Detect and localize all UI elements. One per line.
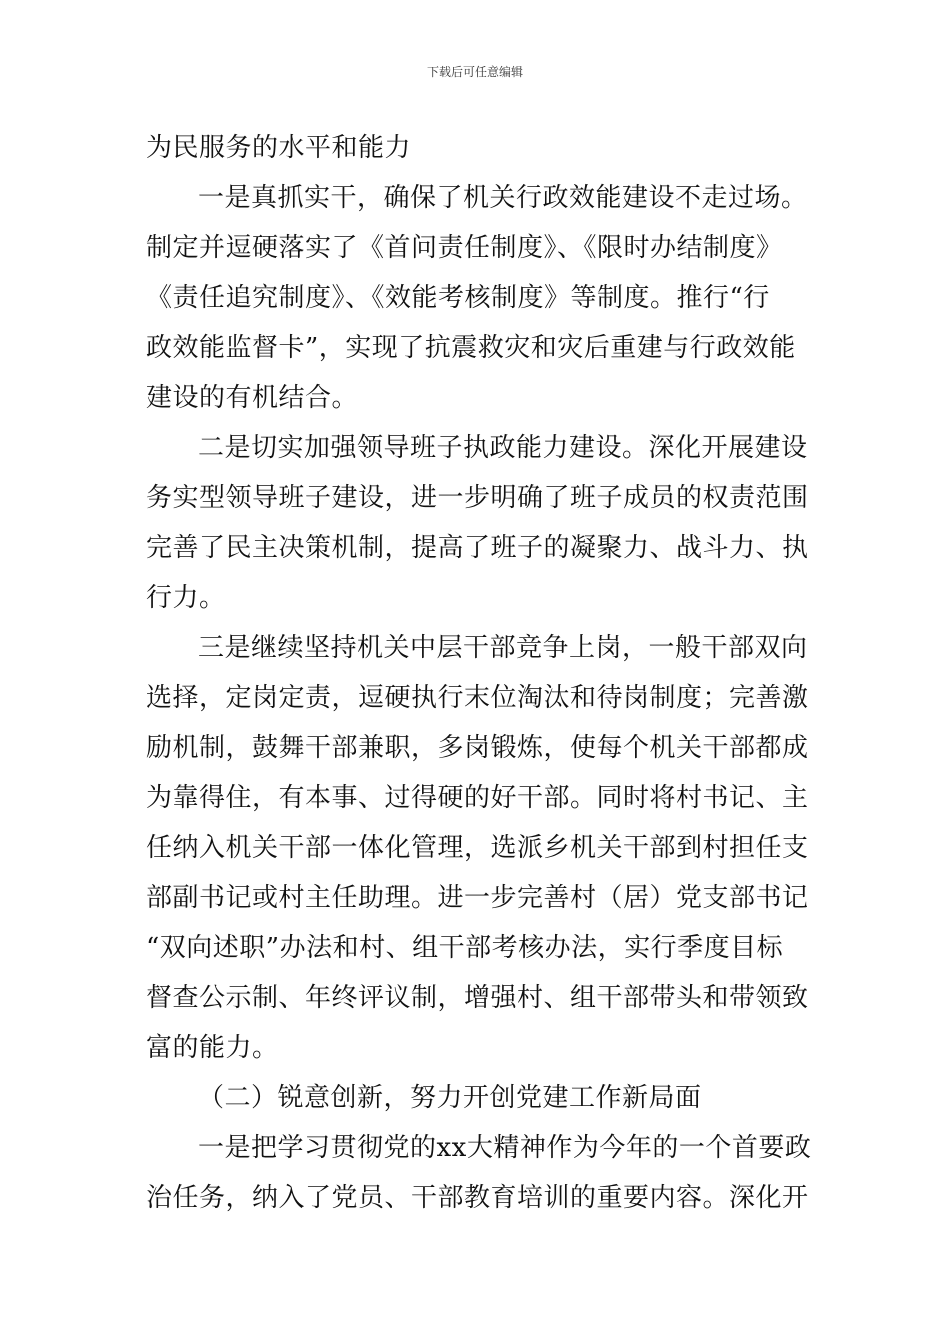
- text-line: 行力。: [146, 583, 226, 613]
- text-line: 选择，定岗定责，逗硬执行末位淘汰和待岗制度；完善激: [146, 683, 809, 713]
- text-line: 政效能监督卡”，实现了抗震救灾和灾后重建与行政效能: [146, 333, 796, 363]
- text-line: 部副书记或村主任助理。进一步完善村（居）党支部书记: [146, 883, 809, 913]
- text-line: 制定并逗硬落实了《首问责任制度》、《限时办结制度》: [146, 233, 783, 263]
- text-line: 完善了民主决策机制，提高了班子的凝聚力、战斗力、执: [146, 533, 809, 563]
- text-line: 二是切实加强领导班子执政能力建设。深化开展建设: [198, 433, 808, 463]
- text-line: 三是继续坚持机关中层干部竞争上岗，一般干部双向: [198, 633, 808, 663]
- text-line: 一是把学习贯彻党的xx大精神作为今年的一个首要政: [198, 1133, 812, 1163]
- text-line: 治任务，纳入了党员、干部教育培训的重要内容。深化开: [146, 1183, 809, 1213]
- text-line: 任纳入机关干部一体化管理，选派乡机关干部到村担任支: [146, 833, 809, 863]
- text-line: 督查公示制、年终评议制，增强村、组干部带头和带领致: [146, 983, 809, 1013]
- page-header: 下载后可任意编辑: [426, 65, 523, 79]
- text-line: 富的能力。: [146, 1033, 279, 1063]
- text-line: 一是真抓实干，确保了机关行政效能建设不走过场。: [198, 183, 808, 213]
- text-line: 励机制，鼓舞干部兼职，多岗锻炼，使每个机关干部都成: [146, 733, 809, 763]
- text-line: 《责任追究制度》、《效能考核制度》等制度。推行“行: [146, 283, 770, 313]
- text-line: 为民服务的水平和能力: [146, 133, 412, 163]
- text-line: “双向述职”办法和村、组干部考核办法，实行季度目标: [146, 933, 784, 963]
- text-line: 建设的有机结合。: [146, 383, 359, 413]
- text-line: 务实型领导班子建设，进一步明确了班子成员的权责范围: [146, 483, 809, 513]
- text-line: 为靠得住，有本事、过得硬的好干部。同时将村书记、主: [146, 783, 809, 813]
- section-heading: （二）锐意创新，努力开创党建工作新局面: [198, 1083, 702, 1113]
